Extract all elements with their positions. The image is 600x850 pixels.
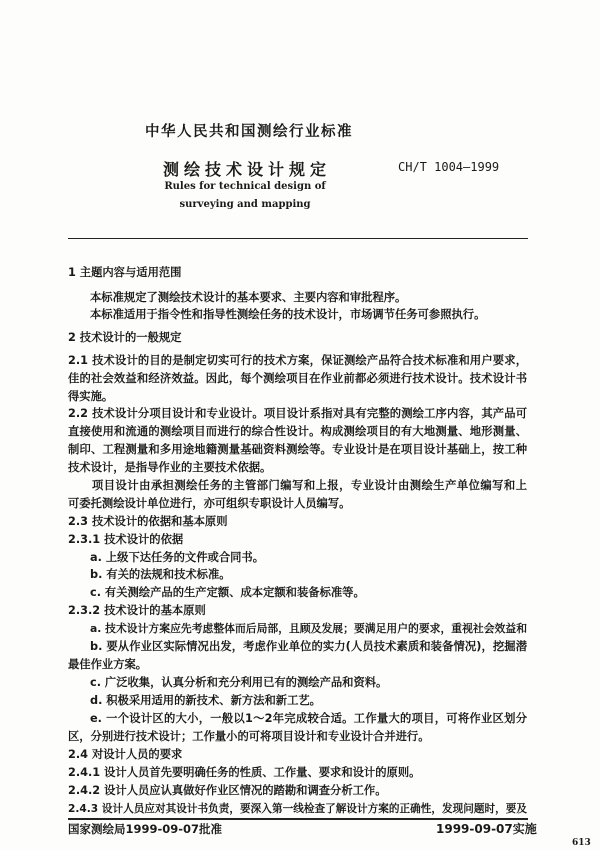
section-heading: 2.3 技术设计的依据和基本原则 — [68, 515, 228, 528]
list-item: c. 有关测绘产品的生产定额、成本定额和装备标准等。 — [90, 586, 365, 599]
approval-date: 国家测绘局1999-09-07批准 — [68, 822, 223, 836]
page-number: 613 — [572, 838, 591, 848]
list-item: b. 有关的法规和技术标准。 — [90, 568, 231, 581]
list-item: d. 积极采用适用的新技术、新方法和新工艺。 — [90, 694, 321, 707]
standard-code: CH/T 1004—1999 — [398, 160, 500, 174]
section-heading: 2.4 对设计人员的要求 — [68, 748, 183, 761]
paragraph-line: 可委托测绘设计单位进行，亦可组织专职设计人员编写。 — [68, 497, 351, 510]
paragraph-line: 本标准适用于指令性和指导性测绘任务的技术设计，市场调节任务可参照执行。 — [90, 308, 486, 321]
paragraph-line: 2.1 技术设计的目的是制定切实可行的技术方案，保证测绘产品符合技术标准和用户要求， — [68, 354, 527, 367]
paragraph-line: 直接使用和流通的测绘项目而进行的综合性设计。构成测绘项目的有大地测量、地形测量、 — [68, 425, 527, 438]
footer-divider — [68, 818, 528, 820]
list-item: c. 广泛收集，认真分析和充分利用已有的测绘产品和资料。 — [90, 676, 388, 689]
paragraph-line: 本标准规定了测绘技术设计的基本要求、主要内容和审批程序。 — [90, 291, 407, 304]
header-divider — [68, 238, 528, 239]
paragraph-line: 技术设计，是指导作业的主要技术依据。 — [68, 461, 272, 474]
implementation-date: 1999-09-07实施 — [436, 822, 537, 836]
subsection-line: 2.4.2 设计人员应认真做好作业区情况的踏勘和调查分析工作。 — [68, 784, 387, 797]
subsection-heading: 2.3.2 技术设计的基本原则 — [68, 604, 206, 617]
section-heading: 1 主题内容与适用范围 — [68, 266, 182, 279]
standard-category: 中华人民共和国测绘行业标准 — [145, 124, 353, 140]
english-title-line1: Rules for technical design of — [164, 181, 326, 192]
paragraph-line: 区，分别进行技术设计；工作量小的可将项目设计和专业设计合并进行。 — [68, 730, 430, 743]
paragraph-line: 制印、工程测量和多用途地籍测量基础资料测绘等。专业设计是在项目设计基础上，按工种 — [68, 443, 527, 456]
english-title-line2: surveying and mapping — [179, 199, 311, 210]
paragraph-line: 最佳作业方案。 — [68, 658, 148, 671]
subsection-heading: 2.3.1 技术设计的依据 — [68, 533, 184, 546]
list-item: a. 上级下达任务的文件或合同书。 — [90, 551, 265, 564]
paragraph-line: 项目设计由承担测绘任务的主管部门编写和上报，专业设计由测绘生产单位编写和上 — [92, 479, 527, 492]
paragraph-line: 得实施。 — [68, 390, 114, 403]
list-item: a. 技术设计方案应先考虑整体而后局部，且顾及发展；要满足用户的要求，重视社会效益和 — [90, 622, 527, 635]
subsection-line: 2.4.1 设计人员首先要明确任务的性质、工作量、要求和设计的原则。 — [68, 766, 421, 779]
list-item: b. 要从作业区实际情况出发，考虑作业单位的实力(人员技术素质和装备情况)，挖掘潜 — [90, 640, 527, 653]
list-item: e. 一个设计区的大小，一般以1～2年完成较合适。工作量大的项目，可将作业区划分 — [90, 712, 527, 725]
subsection-line: 2.4.3 设计人员应对其设计书负责，要深入第一线检查了解设计方案的正确性，发现问题时，要及 — [68, 803, 527, 815]
document-title: 测绘技术设计规定 — [163, 160, 332, 179]
section-heading: 2 技术设计的一般规定 — [68, 331, 182, 344]
paragraph-line: 2.2 技术设计分项目设计和专业设计。项目设计系指对具有完整的测绘工序内容，其产品可 — [68, 407, 527, 420]
paragraph-line: 佳的社会效益和经济效益。因此，每个测绘项目在作业前都必须进行技术设计。技术设计书 — [68, 372, 527, 385]
